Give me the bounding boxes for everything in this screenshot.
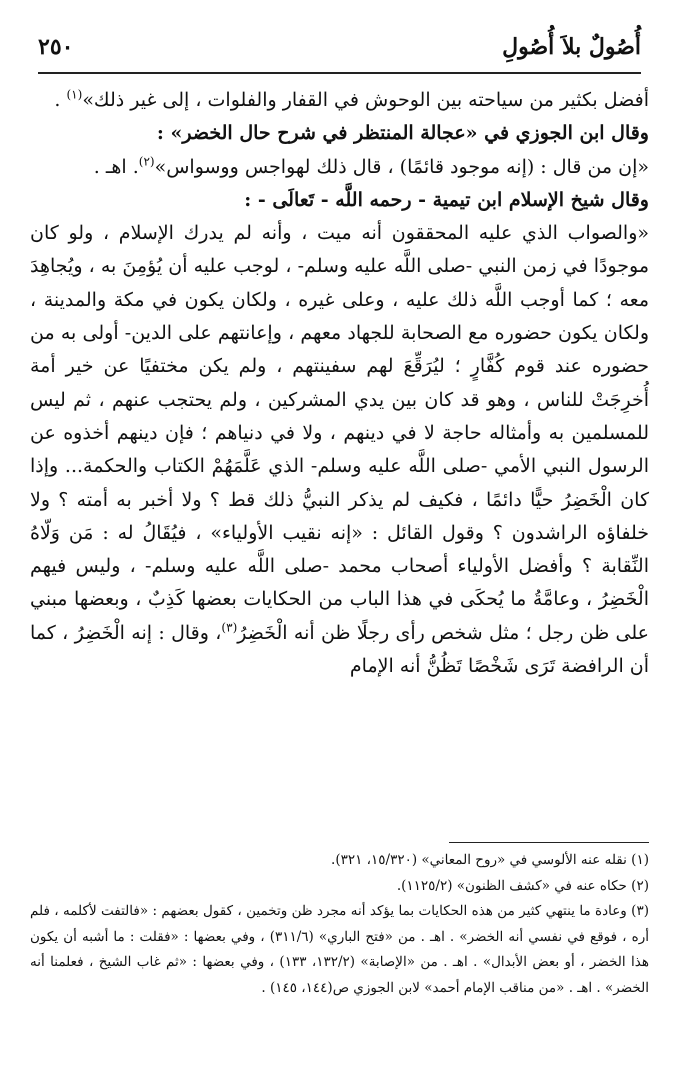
- footnote: (٣) وعادة ما ينتهي كثير من هذه الحكايات بما يؤكد أنه مجرد ظن وتخمين ، كقول بعضهم : «فالتفت لأكلمه ، فلم أره ، فوقع في نفسي أنه الخضر» . اهـ . من «فتح الباري» (٣١١/٦) ، وفي بعضها : «فقلت : ما أشبه أن يكون هذا الخضر ، أو بعض الأبدال» . اهـ . من «الإصابة» (١٣٢/٢، ١٣٣) ، وفي بعضها : «ثم غاب الشيخ ، فعلمنا أنه الخضر» . اهـ . «من مناقب الإمام أحمد» لابن الجوزي ص(١٤٤، ١٤٥) .: [30, 903, 650, 996]
- paragraph: [30, 217, 649, 683]
- paragraph: [30, 117, 649, 150]
- paragraph: [30, 84, 649, 117]
- paragraph-text: «والصواب الذي عليه المحققون أنه ميت ، وأنه لم يدرك الإسلام ، ولو كان موجودًا في زمن النبي -صلى اللَّه عليه وسلم- ، لوجب عليه أن يُؤمِنَ به ، ويُجاهِدَ معه ؛ كما أوجب اللَّه ذلك عليه ، وعلى غيره ، ولكان يكون في مكة والمدينة ، ولكان يكون حضوره مع الصحابة للجهاد معهم ، وإعانتهم على الدين- أولى به من حضوره عند قوم كُفَّارٍ ؛ ليُرَقِّعَ لهم سفينتهم ، ولم يكن مختفيًا عن خير أمة أُخرِجَتْ للناس ، وهو قد كان بين يدي المشركين ، ولم يحتجب عنهم ، ثم ليس للمسلمين به وأمثاله حاجة لا في دينهم ، ولا في دنياهم ؛ فإن دينهم أخذوه عن الرسول النبي الأمي -صلى اللَّه عليه وسلم- الذي عَلَّمَهُمْ الكتاب والحكمة... وإذا كان الْخَضِرُ حيًّا دائمًا ، فكيف لم يذكر النبيُّ ذلك قط ؟ ولا أخبر به أمته ؟ ولا خلفاؤه الراشدون ؟ وقول القائل : «إنه نقيب الأولياء» ، فيُقَالُ له : مَن وَلّاهُ النِّقابة ؟ وأفضل الأولياء أصحاب محمد -صلى اللَّه عليه وسلم- ، وليس فيهم الْخَضِرُ ، وعامَّةُ ما يُحكَى في هذا الباب من الحكايات بعضها كَذِبٌ ، وبعضها مبني على ظن رجل ؛ مثل شخص رأى رجلًا ظن أنه الْخَضِرُ: [30, 222, 649, 644]
- paragraph-text: أفضل بكثير من سياحته بين الوحوش في القفار والفلوات ، إلى غير ذلك»: [82, 89, 649, 111]
- paragraph-text-tail: . اهـ .: [93, 155, 139, 178]
- main-text: [30, 84, 649, 683]
- paragraph-text-tail: .: [54, 89, 67, 111]
- paragraph: [30, 184, 649, 217]
- footnote: (١) نقله عنه الألوسي في «روح المعاني» (١٥/٣٢٠، ٣٢١).: [331, 852, 649, 868]
- footnote-reference: (١): [66, 87, 83, 102]
- paragraph-text: «إن من قال : (إنه موجود قائمًا) ، قال ذلك لهواجس ووسواس»: [154, 155, 649, 178]
- paragraph-text: وقال ابن الجوزي في «عجالة المنتظر في شرح حال الخضر» :: [156, 122, 649, 145]
- running-header: [38, 30, 641, 74]
- footnote-reference: (٣): [221, 620, 238, 635]
- paragraph-text-tail: ، وقال : إنه الْخَضِرُ ، كما أن الرافضة تَرَى شَخْصًا تَظُنُّ أنه الإمام: [30, 621, 649, 678]
- paragraph-text: وقال شيخ الإسلام ابن تيمية - رحمه اللَّه - تَعالَى - :: [244, 188, 649, 211]
- footnote-reference: (٢): [138, 154, 155, 169]
- footnote-separator: [449, 842, 649, 843]
- footnote: (٢) حكاه عنه في «كشف الظنون» (١١٢٥/٢).: [396, 877, 649, 894]
- footnotes: [30, 848, 649, 1001]
- book-title: أُصُولٌ بلاَ أُصُولِ: [502, 34, 641, 60]
- paragraph: [30, 151, 649, 184]
- page-number: ٢٥٠: [38, 34, 74, 60]
